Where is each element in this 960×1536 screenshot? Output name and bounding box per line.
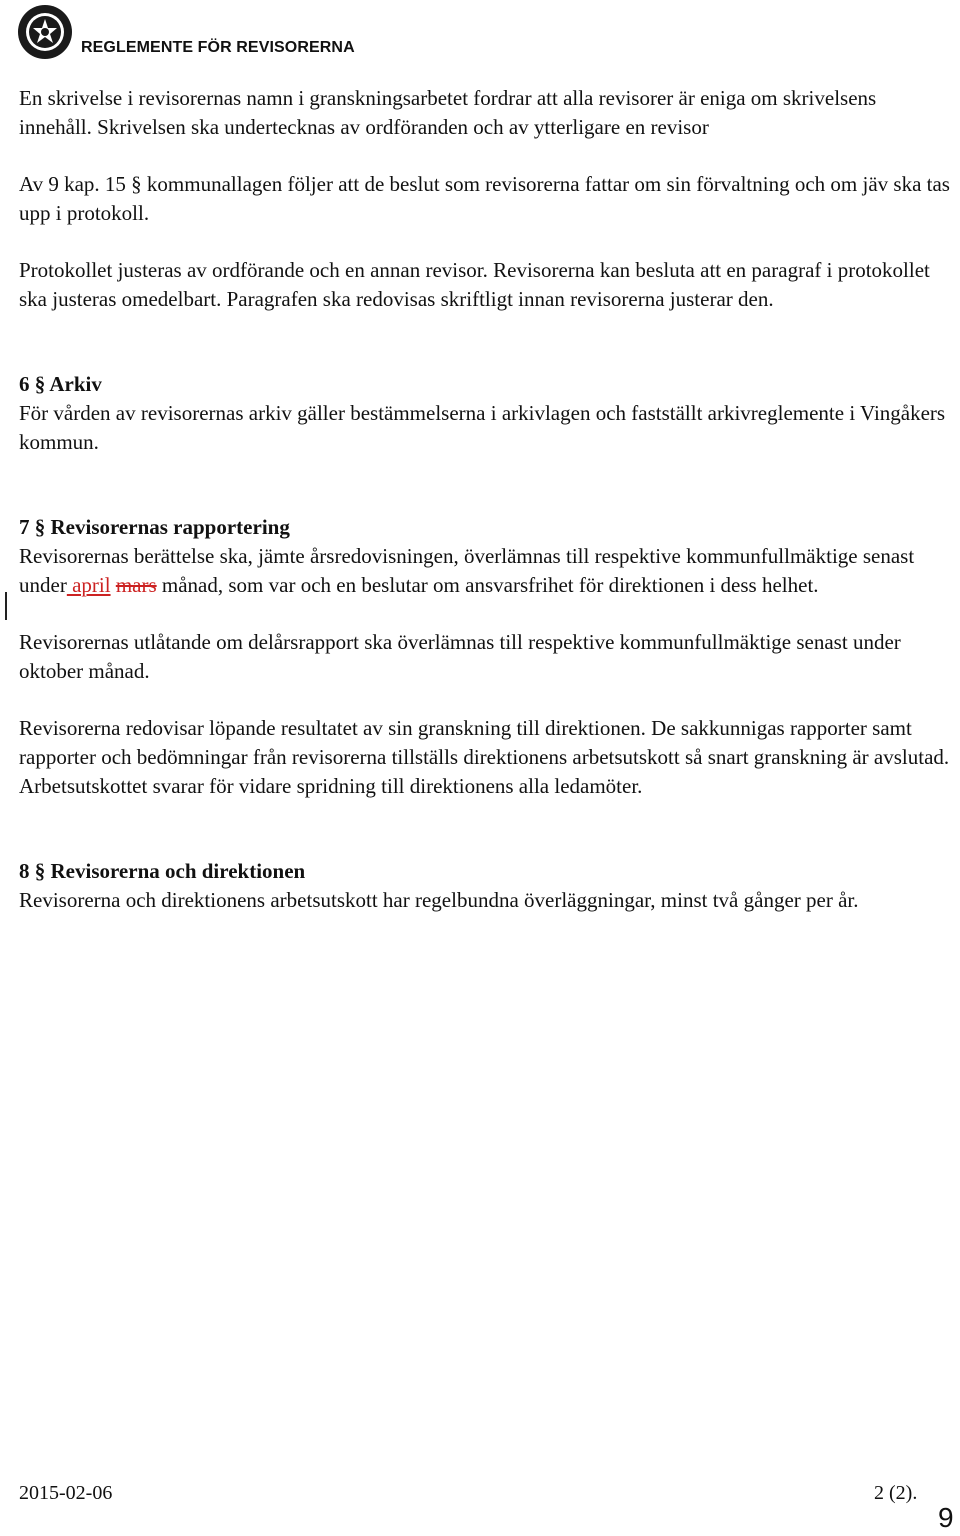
rapportering-text-after: månad, som var och en beslutar om ansvarsfrihet för direktionen i dess helhet. <box>156 573 819 597</box>
tracked-insertion: april <box>66 573 111 597</box>
paragraph-justering: Protokollet justeras av ordförande och en annan revisor. Revisorerna kan besluta att en paragraf i protokollet ska justeras omedelbart. Paragrafen ska redovisas skriftligt innan revisorerna justerar den. <box>19 258 930 311</box>
footer-page-reference: 2 (2). <box>874 1482 918 1504</box>
tracked-deletion: mars <box>115 573 157 597</box>
section-heading-arkiv: 6 § Arkiv <box>19 372 102 396</box>
paragraph-delarsrapport: Revisorernas utlåtande om delårsrapport ska överlämnas till respektive kommunfullmäktige senast under oktober månad. <box>19 630 901 683</box>
rapportering-text-before: Revisorernas berättelse ska, jämte årsredovisningen, överlämnas till respektive kommunfullmäktige senast under <box>19 544 915 597</box>
paragraph-protokoll: Av 9 kap. 15 § kommunallagen följer att de beslut som revisorerna fattar om sin förvaltning och om jäv ska tas upp i protokoll. <box>19 172 950 225</box>
section-body-rapportering <box>19 542 954 600</box>
section-heading-direktionen: 8 § Revisorerna och direktionen <box>19 859 306 883</box>
municipal-seal-icon <box>16 3 78 61</box>
paragraph-skrivelse: En skrivelse i revisorernas namn i granskningsarbetet fordrar att alla revisorer är eniga om skrivelsens innehåll. Skrivelsen ska undertecknas av ordföranden och av ytterligare en revisor <box>19 86 877 139</box>
document-header-title: REGLEMENTE FÖR REVISORERNA <box>81 39 355 56</box>
section-heading-rapportering: 7 § Revisorernas rapportering <box>19 515 290 539</box>
document-body <box>19 84 954 915</box>
revision-change-bar <box>5 592 7 620</box>
section-body-arkiv: För vården av revisorernas arkiv gäller bestämmelserna i arkivlagen och fastställt arkivreglemente i Vingåkers kommun. <box>19 401 946 454</box>
paragraph-redovisning: Revisorerna redovisar löpande resultatet av sin granskning till direktionen. De sakkunnigas rapporter samt rapporter och bedömningar från revisorerna tillställs direktionens arbetsutskott så snart granskning är avslutad. Arbetsutskottet svarar för vidare spridning till direktionens alla ledamöter. <box>19 716 950 798</box>
footer-date: 2015-02-06 <box>19 1482 113 1504</box>
section-body-direktionen: Revisorerna och direktionens arbetsutskott har regelbundna överläggningar, minst två gånger per år. <box>19 888 859 912</box>
page-number: 9 <box>938 1502 954 1533</box>
